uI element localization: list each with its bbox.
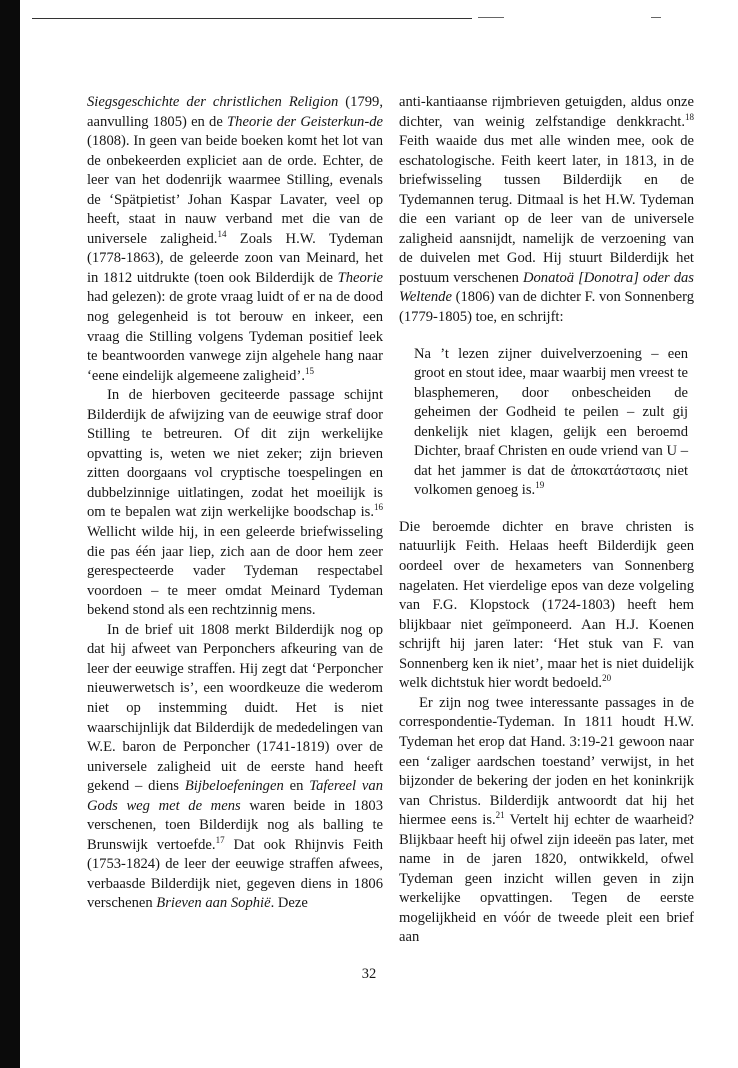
paragraph <box>399 518 694 694</box>
paragraph <box>399 694 694 948</box>
text-run: Er zijn nog twee interessante passages in de correspondentie-Tydeman. In 1811 houdt H.W. Tydeman het erop dat Hand. 3:19-21 gewoon naar een ‘zaliger aardschen toestand’ verwijst, in het bijzonder de bekering der joden en het koninkrijk van Christus. Bilderdijk antwoordt dat hij het hiermee eens is. <box>399 694 694 829</box>
footnote-ref: 16 <box>374 502 383 513</box>
footnote-ref: 15 <box>304 365 314 376</box>
text-run: Feith waaide dus met alle winden mee, ook de eschatologische. Feith keert later, in 1813, in de briefwisseling tussen Bilderdijk en de Tydemannen terug. Ditmaal is het H.W. Tydeman die een variant op de leer van de universele zaligheid aansnijdt, namelijk de verzoening van de duivelen met God. Hij stuurt Bilderdijk het postuum verschenen <box>399 133 694 286</box>
scan-border <box>0 0 20 1068</box>
top-rule-fragment <box>651 17 661 18</box>
italic-title: Donatoä [Donotra] oder das Weltende <box>399 269 694 306</box>
top-rule <box>32 18 472 19</box>
footnote-ref: 20 <box>602 673 612 684</box>
italic-title: Theorie <box>337 269 383 286</box>
paragraph <box>399 93 694 328</box>
text-run: Na ’t lezen zijner duivelverzoening – een groot en stout idee, maar waarbij men vreest te blasphemeren, door onbescheiden de geheimen der Godheid te peilen – zult gij denkelijk niet klagen, gelijk een beroemd Dichter, braaf Christen en oude vriend van U – dat het jammer is dat de ἀποκατάστασις niet volkomen genoeg is. <box>414 345 688 499</box>
paragraph <box>87 621 383 914</box>
page-number: 32 <box>361 966 377 982</box>
block-quote <box>414 345 694 501</box>
right-column <box>399 93 694 948</box>
left-column <box>87 93 383 914</box>
text-run: had gelezen): de grote vraag luidt of er na de dood nog gelegenheid is tot berouw en inkeer, een vraag die Stilling volgens Tydeman positief leek te beantwoorden vanwege zijn algehele hang naar ‘eene eindelijk algemeene zaligheid’. <box>87 289 383 384</box>
italic-title: Bijbeloefeningen <box>184 778 284 795</box>
italic-title: Brieven aan Sophië <box>156 895 271 912</box>
text-run: In de brief uit 1808 merkt Bilderdijk nog op dat hij afweet van Perponchers afkeuring van de leer der eeuwige straffen. Hij zegt dat ‘Perponcher nieuwerwetsch is’, een woordkeuze die wederom niet op instemming duidt. Het is niet waarschijnlijk dat Bilderdijk de mededelingen van W.E. baron de Perponcher (1741-1819) over de universele zaligheid uit de eerste hand heeft gekend – diens <box>87 621 383 795</box>
footnote-ref: 21 <box>495 810 505 821</box>
text-run: Zoals H.W. Tydeman (1778-1863), de geleerde zoon van Meinard, het in 1812 uitdrukte (toen ook Bilderdijk de <box>87 230 383 286</box>
paragraph <box>87 93 383 386</box>
text-run: Wellicht wilde hij, in een geleerde briefwisseling die pas één jaar liep, zich aan de door hem zeer gerespecteerde vader Tydeman respectabel voordoen – te meer omdat Meinard Tydeman bekend stond als een rechtzinnig mens. <box>87 524 383 619</box>
text-run: (1799, aanvulling 1805) en de <box>87 94 383 130</box>
footnote-ref: 14 <box>217 228 227 239</box>
text-run: waren beide in 1803 verschenen, toen Bilderdijk nog als balling te Brunswijk vertoefde. <box>87 797 383 853</box>
footnote-ref: 19 <box>535 480 545 491</box>
paragraph <box>87 386 383 621</box>
footnote-ref: 18 <box>685 111 694 122</box>
text-run: Die beroemde dichter en brave christen is natuurlijk Feith. Helaas heeft Bilderdijk geen oordeel over de hexameters van Sonnenberg nagelaten. Het vierdelige epos van deze volgeling van F.G. Klopstock (1724-1803) heeft hem blijkbaar niet geïmponeerd. Aan H.J. Koenen schrijft hij jaren later: ‘Het stuk van F. van Sonnenberg ken ik niet’, maar het is niet duidelijk welk dichtstuk hier wordt bedoeld. <box>399 518 694 692</box>
text-run: (1808). In geen van beide boeken komt het lot van de onbekeerden expliciet aan de orde. Echter, de leer van het dodenrijk waarmee Stilling, evenals de ‘Spätpietist’ Johan Kaspar Lavater, veel op heeft, staat in nauw verband met die van de universele zaligheid. <box>87 133 383 247</box>
italic-title: Siegsgeschichte der christlichen Religion <box>87 94 339 110</box>
top-rule-fragment <box>478 17 504 18</box>
text-run: Dat ook Rhijnvis Feith (1753-1824) de leer der eeuwige straffen afwees, verbaasde Bilderdijk niet, gegeven diens in 1806 verschenen <box>87 836 383 912</box>
text-run: anti-kantiaanse rijmbrieven getuigden, aldus onze dichter, van weinig zelfstandige denkkracht. <box>399 94 694 130</box>
italic-title: Tafereel van Gods weg met de mens <box>87 778 383 814</box>
footnote-ref: 17 <box>215 834 225 845</box>
text-run: In de hierboven geciteerde passage schijnt Bilderdijk de afwijzing van de eeuwige straf door Stilling te betreuren. Of dit zijn werkelijke opvatting is, weten we niet zeker; zijn brieven zitten doorgaans vol cryptische toespelingen en dubbelzinnige uitlatingen, zodat het moeilijk is om te bepalen wat zijn werkelijke boodschap is. <box>87 387 383 521</box>
text-run: . Deze <box>270 895 308 912</box>
text-run: (1806) van de dichter F. von Sonnenberg (1779-1805) toe, en schrijft: <box>399 289 694 326</box>
text-run: en <box>283 778 310 795</box>
text-run: Vertelt hij echter de waarheid? Blijkbaar heeft hij ofwel zijn ideeën pas later, met name in de jaren 1820, ontwikkeld, ofwel Tydeman geen inzicht willen geven in zijn werkelijke opvattingen. Tegen de eerste mogelijkheid en vóór de tweede pleit een brief aan <box>399 812 694 946</box>
italic-title: Theorie der Geisterkun-de <box>227 113 383 130</box>
